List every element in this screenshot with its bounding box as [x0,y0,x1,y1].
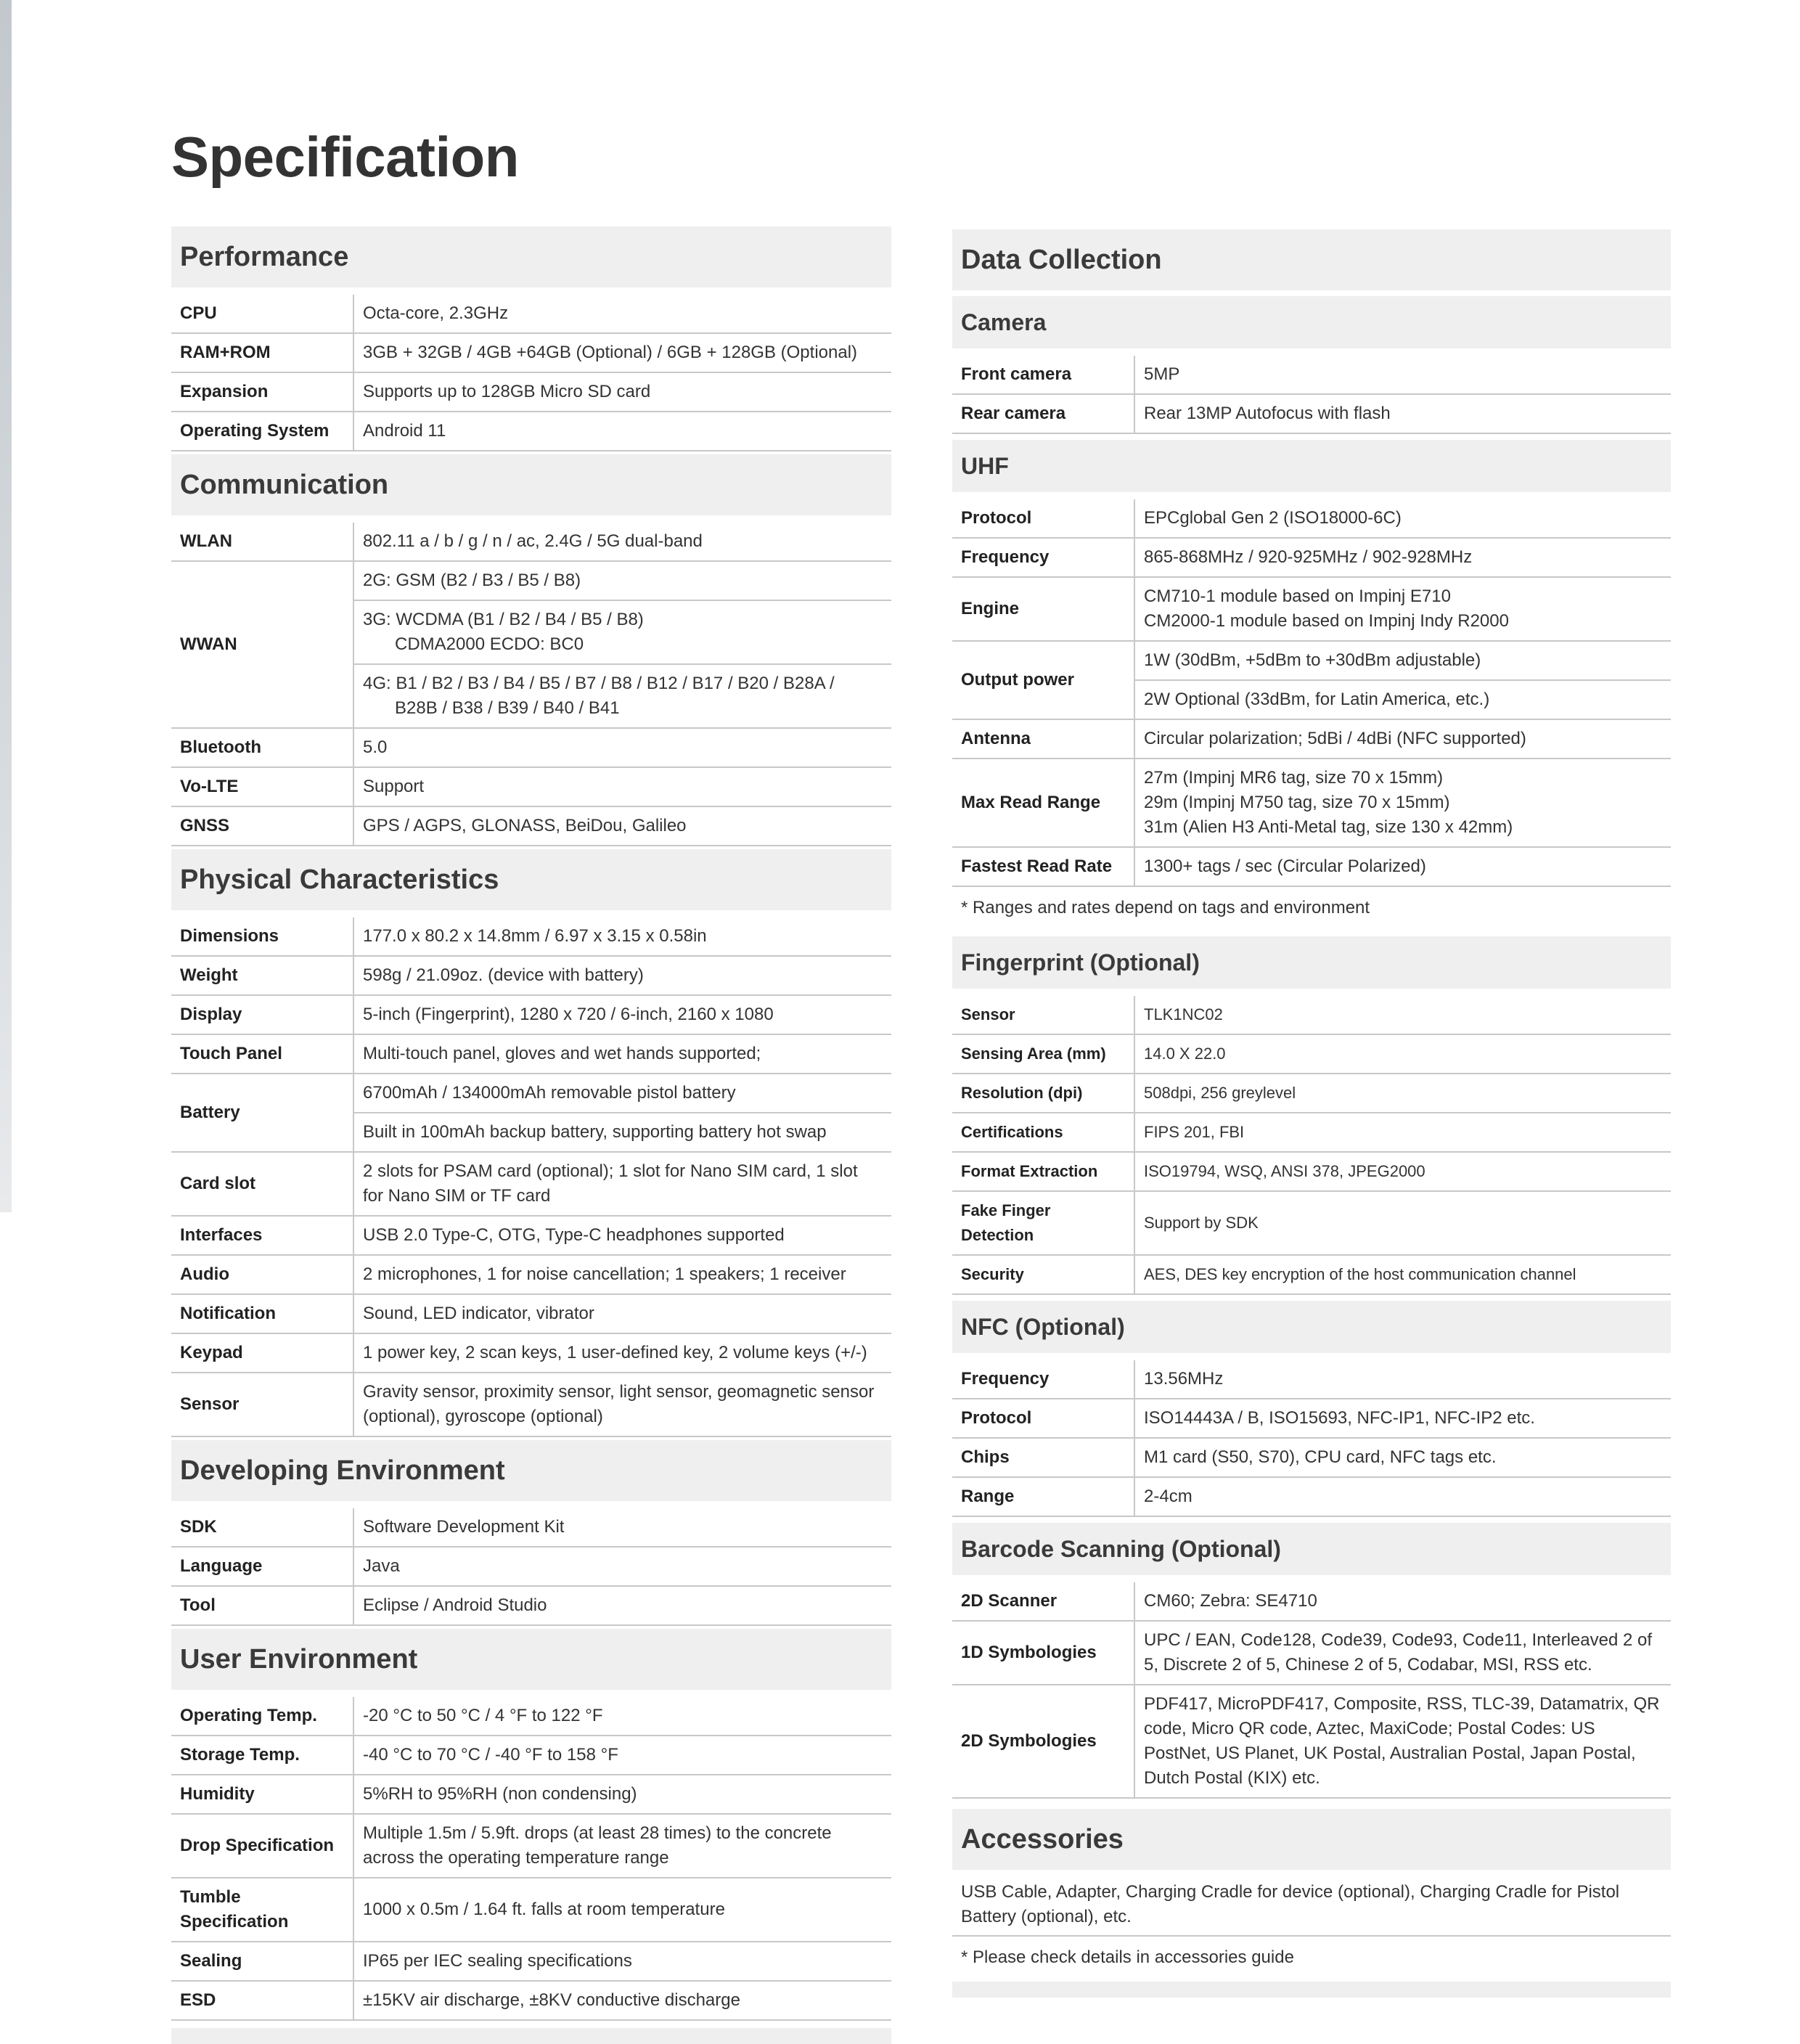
table-row [171,1775,891,1814]
table-row [171,767,891,806]
spec-key: Sensing Area (mm) [952,1034,1134,1074]
spec-key: RAM+ROM [171,333,353,372]
section-data-collection: Data Collection [952,229,1671,290]
table-row [171,1034,891,1074]
spec-key: Bluetooth [171,728,353,767]
spec-key: WWAN [171,561,353,728]
spec-value: Circular polarization; 5dBi / 4dBi (NFC supported) [1134,719,1671,759]
spec-value: 5MP [1134,356,1671,394]
spec-value: ±15KV air discharge, ±8KV conductive discharge [353,1981,891,2020]
range-line-1: 27m (Impinj MR6 tag, size 70 x 15mm) [1144,768,1444,788]
fingerprint-table [952,996,1671,1295]
spec-key: ESD [171,1981,353,2020]
spec-value: 13.56MHz [1134,1360,1671,1399]
table-row [171,1942,891,1981]
developing-table [171,1508,891,1626]
table-row [171,1586,891,1625]
performance-table [171,295,891,451]
spec-key: Interfaces [171,1216,353,1255]
spec-key: Keypad [171,1333,353,1373]
table-row [952,1034,1671,1074]
spec-value: GPS / AGPS, GLONASS, BeiDou, Galileo [353,806,891,846]
spec-value: -20 °C to 50 °C / 4 °F to 122 °F [353,1697,891,1736]
subsection-barcode: Barcode Scanning (Optional) [952,1523,1671,1575]
spec-key: Antenna [952,719,1134,759]
table-row [171,1216,891,1255]
spec-key: Range [952,1477,1134,1516]
left-end-bar [171,2028,891,2044]
spec-key: Sensor [952,996,1134,1034]
table-row [171,1878,891,1942]
spec-value: ISO14443A / B, ISO15693, NFC-IP1, NFC-IP2 etc. [1134,1399,1671,1438]
spec-key: Security [952,1255,1134,1294]
spec-value: Support [353,767,891,806]
table-row [952,1360,1671,1399]
spec-value: PDF417, MicroPDF417, Composite, RSS, TLC-39, Datamatrix, QR code, Micro QR code, Aztec, MaxiCode; Postal Codes: US PostNet, US Planet, UK Postal, Australian Postal, Japan Postal, Dutch Postal (KIX) etc. [1134,1685,1671,1798]
table-row [171,1697,891,1736]
table-row [171,523,891,561]
spec-value: ISO19794, WSQ, ANSI 378, JPEG2000 [1134,1152,1671,1191]
page-edge-strip [0,0,12,1212]
table-row [952,719,1671,759]
wwan-4g-line-2: B28B / B38 / B39 / B40 / B41 [395,698,620,718]
nfc-table [952,1360,1671,1517]
subsection-nfc: NFC (Optional) [952,1301,1671,1353]
spec-key: Front camera [952,356,1134,394]
table-row [171,333,891,372]
section-performance: Performance [171,226,891,287]
spec-key: Certifications [952,1113,1134,1152]
spec-key: Display [171,995,353,1034]
spec-value: 14.0 X 22.0 [1134,1034,1671,1074]
table-row [952,538,1671,577]
spec-value: 802.11 a / b / g / n / ac, 2.4G / 5G dual-band [353,523,891,561]
spec-key: Storage Temp. [171,1736,353,1775]
spec-key: CPU [171,295,353,333]
table-row [952,759,1671,847]
spec-value: Multi-touch panel, gloves and wet hands supported; [353,1034,891,1074]
spec-key: Operating Temp. [171,1697,353,1736]
subsection-uhf: UHF [952,440,1671,492]
table-row [171,1373,891,1436]
spec-value: Built in 100mAh backup battery, supporting battery hot swap [353,1113,891,1152]
spec-key: Output power [952,641,1134,719]
spec-value: IP65 per IEC sealing specifications [353,1942,891,1981]
spec-value: Software Development Kit [353,1508,891,1547]
subsection-camera: Camera [952,296,1671,348]
spec-value: 2 slots for PSAM card (optional); 1 slot for Nano SIM card, 1 slot for Nano SIM or TF card [353,1152,891,1216]
accessories-text: USB Cable, Adapter, Charging Cradle for device (optional), Charging Cradle for Pistol Battery (optional), etc. [952,1873,1671,1937]
spec-key: Notification [171,1294,353,1333]
spec-value: M1 card (S50, S70), CPU card, NFC tags etc. [1134,1438,1671,1477]
spec-key: GNSS [171,806,353,846]
spec-key: WLAN [171,523,353,561]
spec-key: Dimensions [171,917,353,956]
right-column [952,226,1671,1998]
spec-value: 6700mAh / 134000mAh removable pistol battery [353,1074,891,1113]
spec-value: Android 11 [353,412,891,451]
table-row [952,641,1671,680]
table-row [171,917,891,956]
spec-value: 2-4cm [1134,1477,1671,1516]
spec-key: Drop Specification [171,1814,353,1878]
spec-key: Card slot [171,1152,353,1216]
spec-value: TLK1NC02 [1134,996,1671,1034]
spec-key: Resolution (dpi) [952,1074,1134,1113]
table-row [952,499,1671,538]
spec-value: UPC / EAN, Code128, Code39, Code93, Code11, Interleaved 2 of 5, Discrete 2 of 5, Chinese 2 of 5, Codabar, MSI, RSS etc. [1134,1621,1671,1685]
spec-value: Multiple 1.5m / 5.9ft. drops (at least 28 times) to the concrete across the operating temperature range [353,1814,891,1878]
table-row [171,1736,891,1775]
table-row [952,577,1671,641]
spec-key: Fastest Read Rate [952,847,1134,886]
section-accessories: Accessories [952,1809,1671,1870]
table-row [171,1294,891,1333]
table-row [952,1191,1671,1255]
spec-value: 2 microphones, 1 for noise cancellation; 1 speakers; 1 receiver [353,1255,891,1294]
table-row [171,412,891,451]
left-column [171,224,891,2044]
spec-key: Vo-LTE [171,767,353,806]
spec-key: Humidity [171,1775,353,1814]
table-row [952,356,1671,394]
spec-key: Fake Finger Detection [952,1191,1134,1255]
spec-value: Rear 13MP Autofocus with flash [1134,394,1671,433]
spec-value: Java [353,1547,891,1586]
spec-value: Eclipse / Android Studio [353,1586,891,1625]
table-row [952,1399,1671,1438]
spec-key: Frequency [952,1360,1134,1399]
table-row [171,1508,891,1547]
section-communication: Communication [171,454,891,515]
table-row [171,806,891,846]
table-row [171,728,891,767]
spec-key: 2D Scanner [952,1582,1134,1621]
spec-value: USB 2.0 Type-C, OTG, Type-C headphones supported [353,1216,891,1255]
page-title: Specification [171,125,519,189]
table-row [171,1981,891,2020]
table-row [171,1333,891,1373]
spec-key: Engine [952,577,1134,641]
spec-value: 5.0 [353,728,891,767]
spec-value: 5-inch (Fingerprint), 1280 x 720 / 6-inch, 2160 x 1080 [353,995,891,1034]
spec-key: Operating System [171,412,353,451]
spec-key: Rear camera [952,394,1134,433]
spec-value: AES, DES key encryption of the host communication channel [1134,1255,1671,1294]
user-environment-table [171,1697,891,2021]
table-row [952,1582,1671,1621]
table-row [171,956,891,995]
spec-key: Tumble Specification [171,1878,353,1942]
subsection-fingerprint: Fingerprint (Optional) [952,936,1671,989]
accessories-note: * Please check details in accessories guide [961,1947,1294,1967]
spec-value [1134,577,1671,641]
table-row [952,394,1671,433]
spec-key: Audio [171,1255,353,1294]
spec-value: -40 °C to 70 °C / -40 °F to 158 °F [353,1736,891,1775]
uhf-note: * Ranges and rates depend on tags and environment [961,898,1370,917]
engine-line-1: CM710-1 module based on Impinj E710 [1144,586,1451,606]
right-end-bar [952,1982,1671,1998]
spec-key: Protocol [952,1399,1134,1438]
spec-key: Frequency [952,538,1134,577]
spec-value: 1000 x 0.5m / 1.64 ft. falls at room temperature [353,1878,891,1942]
spec-key: Max Read Range [952,759,1134,847]
table-row [952,1152,1671,1191]
section-developing: Developing Environment [171,1440,891,1501]
table-row [952,996,1671,1034]
table-row [952,1685,1671,1798]
spec-value: 865-868MHz / 920-925MHz / 902-928MHz [1134,538,1671,577]
spec-value: Support by SDK [1134,1191,1671,1255]
spec-value: 177.0 x 80.2 x 14.8mm / 6.97 x 3.15 x 0.58in [353,917,891,956]
uhf-table [952,499,1671,887]
spec-key: 1D Symbologies [952,1621,1134,1685]
wwan-3g-line-2: CDMA2000 ECDO: BC0 [395,634,584,654]
table-row [171,372,891,412]
spec-key: Sensor [171,1373,353,1436]
table-row [952,847,1671,886]
communication-table [171,523,891,846]
table-row [171,295,891,333]
spec-key: Chips [952,1438,1134,1477]
table-row [952,1113,1671,1152]
spec-key: Battery [171,1074,353,1152]
camera-table [952,356,1671,434]
engine-line-2: CM2000-1 module based on Impinj Indy R2000 [1144,611,1509,631]
spec-value: 1W (30dBm, +5dBm to +30dBm adjustable) [1134,641,1671,680]
spec-value: 598g / 21.09oz. (device with battery) [353,956,891,995]
range-line-3: 31m (Alien H3 Anti-Metal tag, size 130 x 42mm) [1144,817,1513,837]
spec-value: Supports up to 128GB Micro SD card [353,372,891,412]
spec-key: 2D Symbologies [952,1685,1134,1798]
spec-value: FIPS 201, FBI [1134,1113,1671,1152]
table-row [952,1621,1671,1685]
barcode-table [952,1582,1671,1799]
table-row [952,1477,1671,1516]
spec-value [353,664,891,728]
range-line-2: 29m (Impinj M750 tag, size 70 x 15mm) [1144,793,1450,812]
spec-value: 508dpi, 256 greylevel [1134,1074,1671,1113]
physical-table [171,917,891,1437]
table-row [171,1547,891,1586]
spec-value: Sound, LED indicator, vibrator [353,1294,891,1333]
spec-key: Weight [171,956,353,995]
spec-key: Touch Panel [171,1034,353,1074]
spec-value: 3GB + 32GB / 4GB +64GB (Optional) / 6GB + 128GB (Optional) [353,333,891,372]
table-row [171,561,891,600]
spec-key: Tool [171,1586,353,1625]
table-row [171,995,891,1034]
table-row [171,1074,891,1113]
spec-key: Protocol [952,499,1134,538]
section-physical: Physical Characteristics [171,849,891,910]
wwan-4g-line-1: 4G: B1 / B2 / B3 / B4 / B5 / B7 / B8 / B12 / B17 / B20 / B28A / [363,674,835,693]
section-user-environment: User Environment [171,1629,891,1690]
wwan-3g-line-1: 3G: WCDMA (B1 / B2 / B4 / B5 / B8) [363,610,644,629]
spec-value: EPCglobal Gen 2 (ISO18000-6C) [1134,499,1671,538]
spec-value: 5%RH to 95%RH (non condensing) [353,1775,891,1814]
spec-value [1134,759,1671,847]
spec-key: SDK [171,1508,353,1547]
table-row [952,1074,1671,1113]
spec-value: Gravity sensor, proximity sensor, light sensor, geomagnetic sensor (optional), gyroscope (optional) [353,1373,891,1436]
spec-value: Octa-core, 2.3GHz [353,295,891,333]
table-row [171,1255,891,1294]
spec-key: Sealing [171,1942,353,1981]
spec-value: 1300+ tags / sec (Circular Polarized) [1134,847,1671,886]
spec-value: 2W Optional (33dBm, for Latin America, etc.) [1134,680,1671,719]
table-row [171,1152,891,1216]
spec-value: CM60; Zebra: SE4710 [1134,1582,1671,1621]
spec-key: Expansion [171,372,353,412]
spec-value [353,600,891,664]
table-row [952,1438,1671,1477]
spec-key: Language [171,1547,353,1586]
table-row [171,1814,891,1878]
table-row [952,1255,1671,1294]
spec-value: 1 power key, 2 scan keys, 1 user-defined key, 2 volume keys (+/-) [353,1333,891,1373]
spec-key: Format Extraction [952,1152,1134,1191]
spec-value: 2G: GSM (B2 / B3 / B5 / B8) [353,561,891,600]
